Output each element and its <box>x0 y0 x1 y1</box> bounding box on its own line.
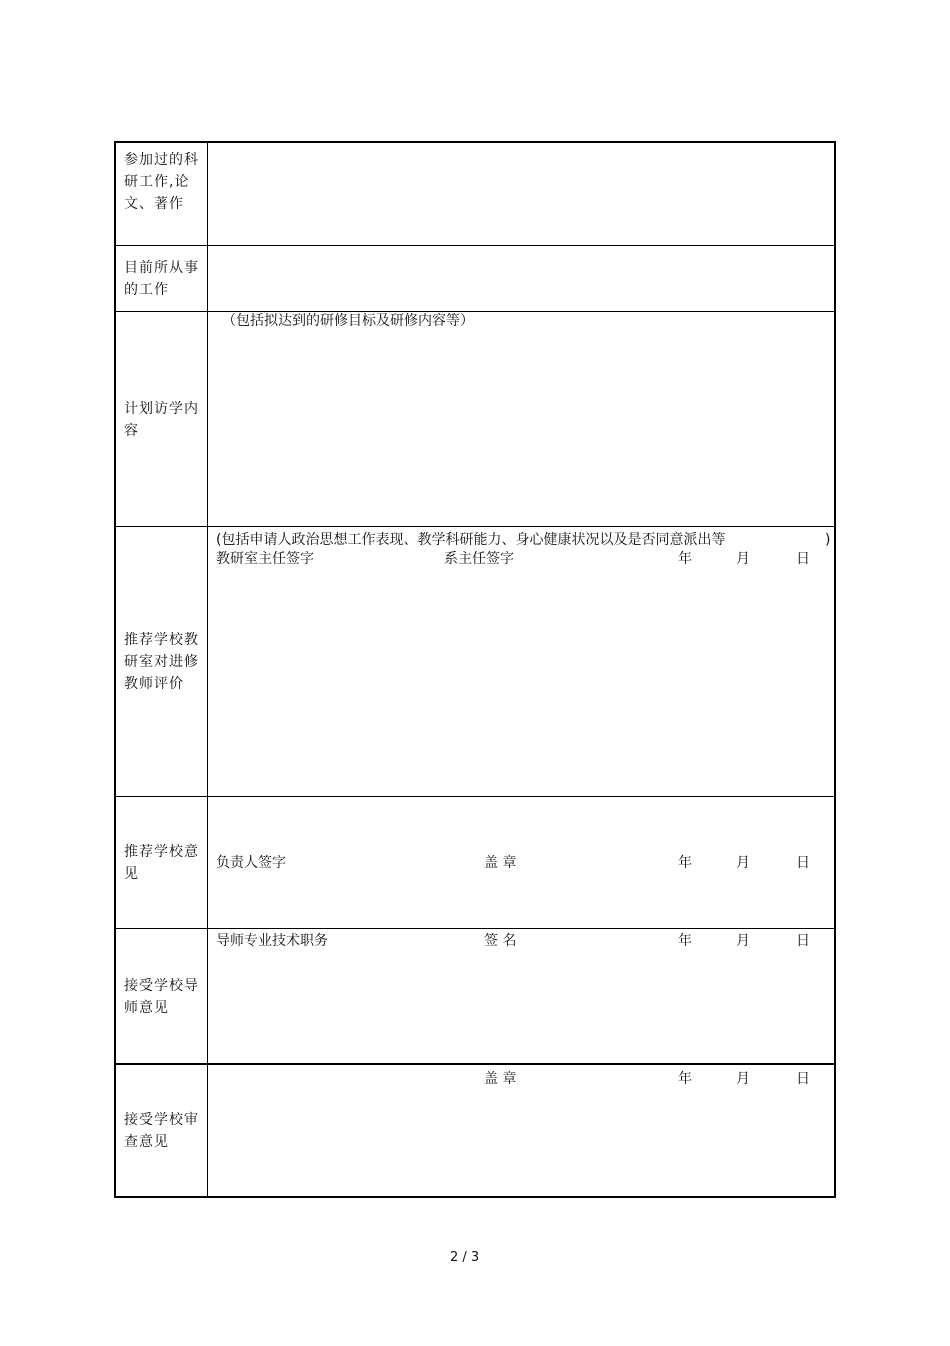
recommend-opinion-field[interactable] <box>208 797 834 929</box>
year-label: 年 <box>678 1071 692 1087</box>
review-opinion-field[interactable] <box>208 1065 834 1196</box>
department-director-sign: 系主任签字 <box>444 551 514 567</box>
row-plan <box>116 311 834 527</box>
label-cell <box>116 143 208 245</box>
row-mentor-opinion <box>116 928 834 1064</box>
day-label: 日 <box>796 933 810 949</box>
recommend-eval-label: 推荐学校教研室对进修教师评价 <box>124 632 199 692</box>
recommend-opinion-label: 推荐学校意见 <box>124 844 199 882</box>
label-cell <box>116 312 208 527</box>
current-work-label: 目前所从事的工作 <box>124 260 199 298</box>
row-current-work <box>116 245 834 312</box>
year-label: 年 <box>678 551 692 567</box>
day-label: 日 <box>796 551 810 567</box>
row-recommend-eval <box>116 526 834 797</box>
row-recommend-opinion <box>116 796 834 929</box>
row-review-opinion <box>116 1063 834 1196</box>
year-label: 年 <box>678 855 692 871</box>
seal-label: 盖 章 <box>484 855 517 871</box>
mentor-opinion-field[interactable] <box>208 929 834 1064</box>
label-cell <box>116 797 208 929</box>
current-work-field[interactable] <box>208 246 834 312</box>
seal-label: 盖 章 <box>484 1071 517 1087</box>
day-label: 日 <box>796 855 810 871</box>
month-label: 月 <box>736 855 750 871</box>
day-label: 日 <box>796 1071 810 1087</box>
research-label: 参加过的科研工作,论文、著作 <box>124 152 199 212</box>
application-form-table <box>114 141 836 1198</box>
recommend-eval-note: (包括申请人政治思想工作表现、教学科研能力、身心健康状况以及是否同意派出等 <box>216 532 726 548</box>
research-field[interactable] <box>208 143 834 245</box>
review-opinion-label: 接受学校审查意见 <box>124 1111 199 1150</box>
mentor-title-label: 导师专业技术职务 <box>216 933 328 949</box>
row-research <box>116 143 834 245</box>
month-label: 月 <box>736 1071 750 1087</box>
teaching-office-director-sign: 教研室主任签字 <box>216 551 314 567</box>
label-cell <box>116 527 208 797</box>
month-label: 月 <box>736 551 750 567</box>
label-cell <box>116 1065 208 1196</box>
label-cell <box>116 246 208 312</box>
recommend-eval-note-close: ) <box>825 532 831 548</box>
month-label: 月 <box>736 933 750 949</box>
mentor-opinion-label: 接受学校导师意见 <box>124 977 199 1016</box>
label-cell <box>116 929 208 1064</box>
plan-label: 计划访学内容 <box>124 400 199 439</box>
page-number: 2 / 3 <box>450 1250 480 1265</box>
signature-label: 签 名 <box>484 933 517 949</box>
year-label: 年 <box>678 933 692 949</box>
responsible-person-sign: 负责人签字 <box>216 855 286 871</box>
recommend-eval-field[interactable] <box>208 527 834 797</box>
plan-note: （包括拟达到的研修目标及研修内容等） <box>222 313 474 329</box>
plan-field[interactable] <box>208 312 834 527</box>
